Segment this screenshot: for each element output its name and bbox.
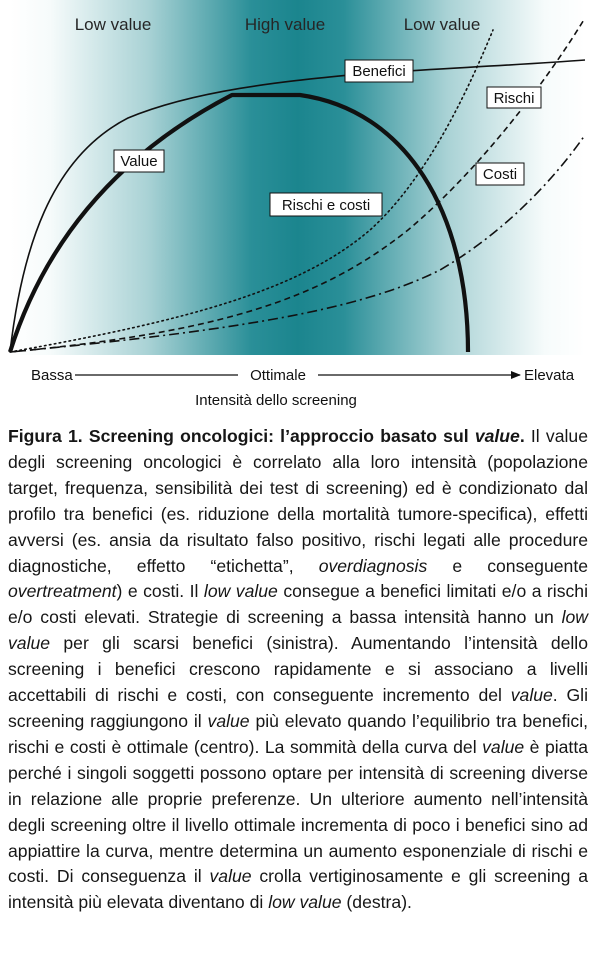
caption-text: Il value degli screening oncologici è correlato alla loro intensità (popolazione target, frequenza, sensibilità dei test di screening) ed è condizionato dal profilo tra benefici (es. riduzione della mortalità tumore-specifica), effetti avversi (es. ansia da risultato falso positivo, rischi legati alle procedure diagnostiche, effetto “etichetta”, <box>8 426 588 576</box>
caption-text: (destra). <box>341 892 412 913</box>
caption-italic-term: low value <box>203 581 278 602</box>
figure-caption <box>8 424 588 916</box>
caption-title <box>8 426 525 446</box>
axis-label-optimal: Ottimale <box>250 367 306 384</box>
caption-title-end: . <box>519 426 525 446</box>
svg-text:Rischi: Rischi <box>493 90 535 107</box>
axis-label-high: Elevata <box>524 367 575 384</box>
caption-text: è piatta perché i singoli soggetti possono optare per intensità di screening diverse in relazione alle proprie preferenze. Un ulteriore aumento nell’intensità degli screening oltre il livello ottimale incrementa di poco i benefici sino ad appiattire la curva, mentre determina un aumento esponenziale di rischi e costi. Di conseguenza il <box>8 736 588 887</box>
figure <box>0 0 600 420</box>
rischi-label <box>487 87 541 108</box>
svg-text:Rischi e costi: Rischi e costi <box>281 197 371 214</box>
figure-graphic <box>0 0 600 420</box>
caption-text: e conseguente <box>427 555 588 576</box>
caption-text: crolla vertiginosamente e gli screening a intensità più elevata diventano di <box>8 866 589 913</box>
caption-italic-term: value <box>482 736 525 757</box>
caption-text: consegue a benefici limitati e/o a rischi e/o costi elevati. Strategie di screening a bassa intensità hanno un <box>8 581 588 628</box>
caption-text: ) e costi. Il <box>116 581 204 602</box>
caption-italic-term: low value <box>268 892 342 913</box>
caption-italic-term: overdiagnosis <box>318 555 428 576</box>
zone-label-left: Low value <box>74 15 152 34</box>
benefici-label <box>345 60 413 82</box>
caption-italic-term: value <box>207 710 250 731</box>
caption-italic-term: low value <box>8 607 588 654</box>
caption-italic-term: overtreatment <box>8 581 117 602</box>
svg-text:Costi: Costi <box>482 166 518 183</box>
value-label <box>114 150 164 172</box>
caption-italic-term: value <box>510 685 553 706</box>
zone-label-right: Low value <box>403 15 481 34</box>
caption-title-text: Figura 1. Screening oncologici: l’approccio basato sul <box>8 426 475 446</box>
axis-title: Intensità dello screening <box>195 392 357 409</box>
caption-text: . Gli screening raggiungono il <box>8 685 588 731</box>
caption-text: più elevato quando l’equilibrio tra benefici, rischi e costi è ottimale (centro). La sommità della curva del <box>8 710 588 757</box>
svg-text:Benefici: Benefici <box>352 63 406 80</box>
zone-label-center: High value <box>244 15 326 34</box>
caption-italic-term: value <box>209 866 252 887</box>
svg-text:Value: Value <box>120 153 158 170</box>
axis-label-low: Bassa <box>31 367 73 384</box>
costi-label <box>476 163 524 185</box>
rischi-e-costi-label <box>270 193 382 216</box>
caption-title-italic: value <box>474 426 520 446</box>
caption-text: per gli scarsi benefici (sinistra). Aumentando l’intensità dello screening i benefici crescono rapidamente e si associano a livelli accettabili di rischi e costi, con conseguente incremento del <box>8 633 588 706</box>
